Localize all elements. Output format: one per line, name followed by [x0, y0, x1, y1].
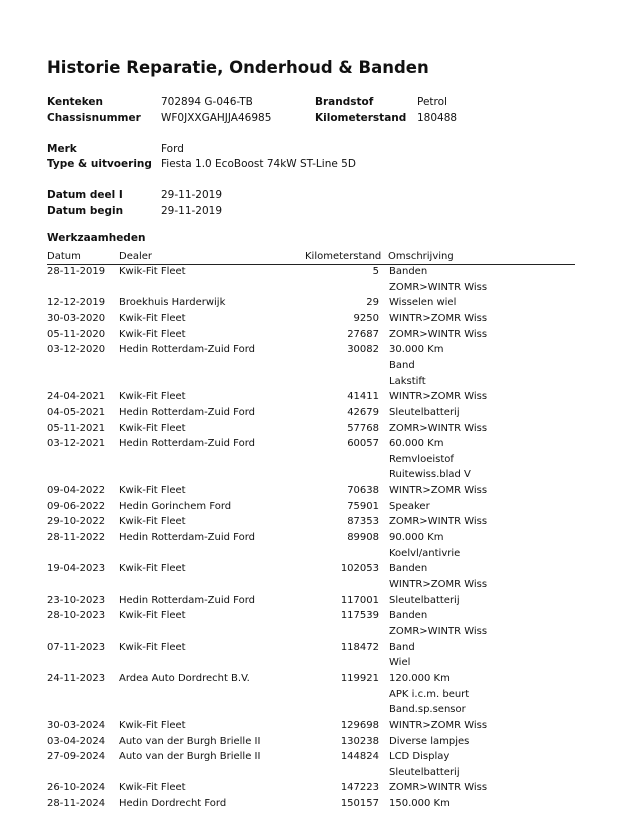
- row-dealer: Kwik-Fit Fleet: [119, 328, 186, 340]
- row-km: 57768: [347, 422, 379, 434]
- row-dealer: Hedin Dordrecht Ford: [119, 798, 227, 810]
- row-km: 147223: [340, 782, 379, 794]
- row-datum: 03-12-2020: [47, 344, 106, 356]
- row-datum: 30-03-2020: [47, 312, 106, 324]
- kenteken-value: 702894 G-046-TB: [161, 96, 253, 108]
- row-omschrijving: Sleutelbatterij: [389, 406, 460, 418]
- row-datum: 09-06-2022: [47, 500, 106, 512]
- row-km: 130238: [340, 735, 379, 747]
- row-datum: 27-09-2024: [47, 751, 106, 763]
- column-header-km: Kilometerstand: [305, 251, 382, 262]
- row-dealer: Kwik-Fit Fleet: [119, 391, 186, 403]
- row-dealer: Auto van der Burgh Brielle II: [119, 751, 261, 763]
- row-datum: 12-12-2019: [47, 297, 106, 309]
- row-datum: 28-11-2024: [47, 798, 106, 810]
- column-header-omschrijving: Omschrijving: [388, 251, 454, 262]
- row-dealer: Kwik-Fit Fleet: [119, 312, 186, 324]
- row-omschrijving: Band.sp.sensor: [389, 704, 466, 716]
- row-datum: 30-03-2024: [47, 719, 106, 731]
- row-dealer: Kwik-Fit Fleet: [119, 782, 186, 794]
- row-dealer: Kwik-Fit Fleet: [119, 266, 186, 277]
- row-datum: 28-10-2023: [47, 610, 106, 622]
- row-dealer: Hedin Rotterdam-Zuid Ford: [119, 532, 255, 544]
- row-datum: 07-11-2023: [47, 641, 106, 653]
- row-km: 5: [372, 266, 379, 277]
- row-dealer: Hedin Rotterdam-Zuid Ford: [119, 406, 255, 418]
- row-km: 41411: [347, 391, 379, 403]
- row-omschrijving: APK i.c.m. beurt: [389, 688, 470, 700]
- row-dealer: Kwik-Fit Fleet: [119, 641, 186, 653]
- row-km: 119921: [340, 672, 379, 684]
- row-omschrijving: ZOMR>WINTR Wiss: [389, 422, 488, 434]
- row-km: 118472: [340, 641, 379, 653]
- row-dealer: Hedin Rotterdam-Zuid Ford: [119, 344, 255, 356]
- row-km: 42679: [347, 406, 379, 418]
- row-omschrijving: Koelvl/antivrie: [389, 547, 461, 559]
- chassis-label: Chassisnummer: [47, 112, 141, 124]
- row-omschrijving: Diverse lampjes: [389, 735, 470, 747]
- row-dealer: Broekhuis Harderwijk: [119, 297, 226, 309]
- column-header-datum: Datum: [47, 251, 81, 262]
- row-omschrijving: Wisselen wiel: [389, 297, 457, 309]
- datum-deel-label: Datum deel I: [47, 189, 123, 201]
- brandstof-label: Brandstof: [315, 96, 374, 108]
- row-km: 75901: [347, 500, 379, 512]
- row-datum: 09-04-2022: [47, 485, 106, 497]
- row-dealer: Auto van der Burgh Brielle II: [119, 735, 261, 747]
- row-omschrijving: WINTR>ZOMR Wiss: [389, 579, 488, 590]
- row-omschrijving: WINTR>ZOMR Wiss: [389, 485, 488, 497]
- column-header-dealer: Dealer: [119, 251, 153, 262]
- row-dealer: Kwik-Fit Fleet: [119, 422, 186, 434]
- row-datum: 23-10-2023: [47, 594, 106, 606]
- row-datum: 19-04-2023: [47, 563, 106, 575]
- row-omschrijving: Speaker: [389, 500, 430, 512]
- row-dealer: Kwik-Fit Fleet: [119, 485, 186, 497]
- row-dealer: Kwik-Fit Fleet: [119, 516, 186, 528]
- row-datum: 05-11-2020: [47, 328, 106, 340]
- kenteken-label: Kenteken: [47, 96, 103, 108]
- row-km: 60057: [347, 438, 379, 450]
- km-value: 180488: [417, 112, 458, 124]
- merk-value: Ford: [161, 143, 184, 155]
- datum-begin-label: Datum begin: [47, 205, 124, 217]
- row-omschrijving: 120.000 Km: [389, 672, 450, 684]
- header-rule: [47, 264, 575, 265]
- row-km: 9250: [353, 312, 379, 324]
- row-omschrijving: Banden: [389, 563, 428, 575]
- datum-begin-value: 29-11-2019: [161, 205, 223, 217]
- row-omschrijving: Lakstift: [389, 375, 426, 387]
- row-omschrijving: ZOMR>WINTR Wiss: [389, 281, 488, 293]
- row-dealer: Kwik-Fit Fleet: [119, 563, 186, 575]
- row-dealer: Kwik-Fit Fleet: [119, 610, 186, 622]
- row-omschrijving: ZOMR>WINTR Wiss: [389, 328, 488, 340]
- row-datum: 29-10-2022: [47, 516, 106, 528]
- row-dealer: Ardea Auto Dordrecht B.V.: [119, 672, 250, 684]
- row-km: 87353: [347, 516, 379, 528]
- row-dealer: Hedin Rotterdam-Zuid Ford: [119, 594, 255, 606]
- section-title: Werkzaamheden: [47, 232, 146, 244]
- row-omschrijving: 30.000 Km: [389, 344, 444, 356]
- row-datum: 24-04-2021: [47, 391, 106, 403]
- row-datum: 28-11-2019: [47, 266, 106, 277]
- row-km: 27687: [347, 328, 379, 340]
- row-omschrijving: ZOMR>WINTR Wiss: [389, 782, 488, 794]
- row-omschrijving: Banden: [389, 266, 428, 277]
- row-omschrijving: Remvloeistof: [389, 453, 454, 465]
- row-omschrijving: LCD Display: [389, 751, 450, 763]
- row-omschrijving: Sleutelbatterij: [389, 594, 460, 606]
- row-km: 129698: [340, 719, 379, 731]
- row-dealer: Hedin Rotterdam-Zuid Ford: [119, 438, 255, 450]
- row-datum: 03-12-2021: [47, 438, 106, 450]
- row-omschrijving: Ruitewiss.blad V: [389, 469, 471, 481]
- row-datum: 28-11-2022: [47, 532, 106, 544]
- row-km: 29: [366, 297, 379, 309]
- brandstof-value: Petrol: [417, 96, 447, 108]
- datum-deel-value: 29-11-2019: [161, 189, 223, 201]
- merk-label: Merk: [47, 143, 77, 155]
- row-datum: 03-04-2024: [47, 735, 106, 747]
- row-omschrijving: 60.000 Km: [389, 438, 444, 450]
- row-omschrijving: Band: [389, 641, 415, 653]
- row-omschrijving: ZOMR>WINTR Wiss: [389, 516, 488, 528]
- row-omschrijving: Sleutelbatterij: [389, 766, 460, 778]
- row-km: 144824: [340, 751, 379, 763]
- page-title: Historie Reparatie, Onderhoud & Banden: [47, 58, 429, 77]
- row-omschrijving: Banden: [389, 610, 428, 622]
- type-label: Type & uitvoering: [47, 158, 152, 170]
- row-omschrijving: WINTR>ZOMR Wiss: [389, 391, 488, 403]
- row-dealer: Hedin Gorinchem Ford: [119, 500, 232, 512]
- row-omschrijving: WINTR>ZOMR Wiss: [389, 719, 488, 731]
- row-km: 150157: [340, 798, 379, 810]
- row-datum: 05-11-2021: [47, 422, 106, 434]
- row-omschrijving: 90.000 Km: [389, 532, 444, 544]
- row-datum: 24-11-2023: [47, 672, 106, 684]
- row-omschrijving: 150.000 Km: [389, 798, 450, 810]
- chassis-value: WF0JXXGAHJJA46985: [161, 112, 272, 124]
- row-km: 117001: [340, 594, 379, 606]
- row-km: 70638: [347, 485, 379, 497]
- row-km: 117539: [340, 610, 379, 622]
- row-dealer: Kwik-Fit Fleet: [119, 719, 186, 731]
- km-label: Kilometerstand: [315, 112, 407, 124]
- row-km: 30082: [347, 344, 379, 356]
- row-omschrijving: ZOMR>WINTR Wiss: [389, 625, 488, 637]
- row-omschrijving: Wiel: [389, 657, 411, 669]
- row-omschrijving: Band: [389, 359, 415, 371]
- row-omschrijving: WINTR>ZOMR Wiss: [389, 312, 488, 324]
- row-km: 89908: [347, 532, 379, 544]
- row-km: 102053: [340, 563, 379, 575]
- type-value: Fiesta 1.0 EcoBoost 74kW ST-Line 5D: [161, 158, 356, 170]
- row-datum: 04-05-2021: [47, 406, 106, 418]
- row-datum: 26-10-2024: [47, 782, 106, 794]
